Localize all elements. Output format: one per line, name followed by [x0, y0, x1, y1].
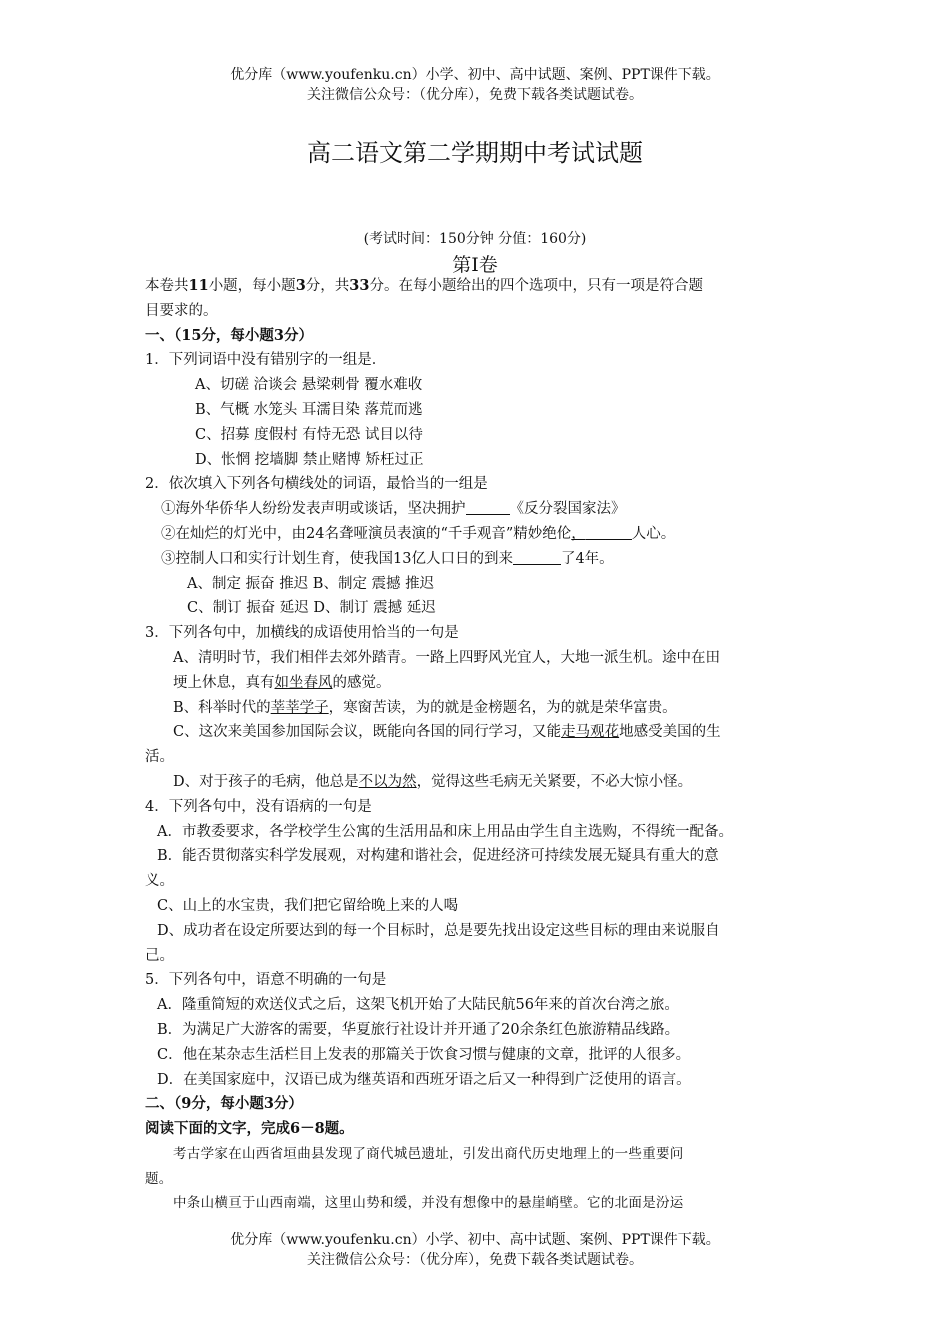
q5-stem: 5．下列各句中，语意不明确的一句是: [145, 972, 387, 989]
q3-option-a-line-1: A、清明时节，我们相伴去郊外踏青。一路上四野风光宜人，大地一派生机。途中在田: [173, 649, 720, 666]
fill-blank: [466, 500, 510, 515]
q4-option-c: C、山上的水宝贵，我们把它留给晚上来的人喝: [157, 897, 459, 914]
fill-blank: [513, 550, 561, 565]
underlined-idiom: 如坐春风: [274, 674, 333, 691]
q4-option-d-line-2: 己。: [145, 947, 174, 964]
q5-option-c: C．他在某杂志生活栏目上发表的那篇关于饮食习惯与健康的文章，批评的人很多。: [157, 1046, 691, 1063]
section-1-heading: 一、（15分，每小题3分）: [145, 326, 314, 344]
volume-heading: 第Ⅰ卷: [452, 254, 498, 276]
q1-stem: 1．下列词语中没有错别字的一组是．: [145, 352, 387, 369]
q3-option-c-line-2: 活。: [145, 749, 174, 766]
q3-option-b: B、科举时代的莘莘学子，寒窗苦读，为的就是金榜题名，为的就是荣华富贵。: [173, 699, 677, 716]
passage-p1-line-2: 题。: [145, 1170, 173, 1187]
q2-options-ab: A、制定 振奋 推迟 B、制定 震撼 推迟: [187, 575, 435, 592]
q3-option-c-line-1: C、这次来美国参加国际会议，既能向各国的同行学习，又能走马观花地感受美国的生: [173, 724, 721, 741]
q5-option-b: B．为满足广大游客的需要，华夏旅行社设计并开通了20余条红色旅游精品线路。: [157, 1021, 680, 1038]
q5-option-a: A．隆重简短的欢送仪式之后，这架飞机开始了大陆民航56年来的首次台湾之旅。: [157, 997, 679, 1014]
q1-option-b: B、气概 水笼头 耳濡目染 落荒而逃: [195, 401, 423, 418]
q4-option-d-line-1: D、成功者在设定所要达到的每一个目标时，总是要先找出设定这些目标的理由来说服自: [157, 922, 720, 939]
q2-sentence-1: ①海外华侨华人纷纷发表声明或谈话，坚决拥护 《反分裂国家法》: [161, 501, 626, 518]
q2-sentence-2: ②在灿烂的灯光中，由24名聋哑演员表演的“千手观音”精妙绝伦， 人心。: [161, 525, 676, 542]
q2-stem: 2．依次填入下列各句横线处的词语，最恰当的一组是: [145, 476, 488, 493]
page-title: 高二语文第二学期期中考试试题: [307, 139, 643, 167]
underlined-idiom: 莘莘学子: [270, 699, 329, 716]
q2-sentence-3: ③控制人口和实行计划生育，使我国13亿人口日的到来 了4年。: [161, 550, 614, 567]
exam-meta: (考试时间：150分钟 分值：160分): [363, 231, 587, 247]
q4-option-a: A．市教委要求，各学校学生公寓的生活用品和床上用品由学生自主选购，不得统一配备。: [157, 823, 733, 840]
reading-instruction: 阅读下面的文字，完成6－8题。: [145, 1120, 354, 1138]
q1-option-a: A、切磋 洽谈会 悬梁刺骨 覆水难收: [195, 377, 423, 394]
fill-blank: [586, 525, 632, 540]
q1-option-d: D、怅惘 挖墙脚 禁止赌博 矫枉过正: [195, 451, 424, 468]
header-line-1: 优分库（www.youfenku.cn）小学、初中、高中试题、案例、PPT课件下载。: [230, 67, 720, 83]
intro-line-1: 本卷共11小题，每小题3分，共33分。在每小题给出的四个选项中，只有一项是符合题: [145, 277, 703, 294]
passage-p2-line-1: 中条山横亘于山西南端，这里山势和缓，并没有想像中的悬崖峭壁。它的北面是汾运: [173, 1195, 684, 1212]
q4-option-b-line-2: 义。: [145, 873, 174, 890]
header-line-2: 关注微信公众号：（优分库），免费下载各类试题试卷。: [307, 87, 643, 103]
footer-line-2: 关注微信公众号：（优分库），免费下载各类试题试卷。: [307, 1252, 643, 1268]
intro-line-2: 目要求的。: [145, 302, 218, 319]
underlined-idiom: 不以为然: [358, 773, 417, 790]
footer-line-1: 优分库（www.youfenku.cn）小学、初中、高中试题、案例、PPT课件下载。: [230, 1232, 720, 1248]
q3-option-a-line-2: 埂上休息，真有如坐春风的感觉。: [173, 674, 391, 691]
section-2-heading: 二、（9分，每小题3分）: [145, 1095, 303, 1113]
passage-p1-line-1: 考古学家在山西省垣曲县发现了商代城邑遗址，引发出商代历史地理上的一些重要问: [173, 1145, 684, 1162]
q4-option-b-line-1: B．能否贯彻落实科学发展观，对构建和谐社会，促进经济可持续发展无疑具有重大的意: [157, 848, 719, 865]
q3-stem: 3．下列各句中，加横线的成语使用恰当的一句是: [145, 625, 459, 642]
q5-option-d: D．在美国家庭中，汉语已成为继英语和西班牙语之后又一种得到广泛使用的语言。: [157, 1071, 691, 1088]
q1-option-c: C、招募 度假村 有恃无恐 试目以待: [195, 426, 423, 443]
q2-options-cd: C、制订 振奋 延迟 D、制订 震撼 延迟: [187, 600, 436, 617]
q3-option-d: D、对于孩子的毛病，他总是不以为然，觉得这些毛病无关紧要，不必大惊小怪。: [173, 773, 693, 790]
exam-body: [145, 274, 813, 1216]
q4-stem: 4．下列各句中，没有语病的一句是: [145, 798, 372, 815]
underlined-idiom: 走马观花: [561, 724, 620, 741]
